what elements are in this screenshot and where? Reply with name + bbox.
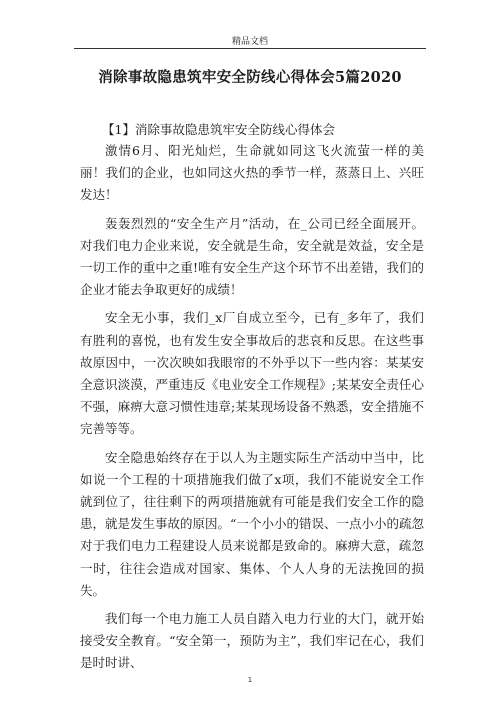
paragraph: 激情6月、阳光灿烂，生命就如同这飞火流萤一样的美丽！我们的企业，也如同这火热的季节一样，蒸蒸日上、兴旺发达！ — [80, 143, 424, 203]
paragraph: 轰轰烈烈的“安全生产月”活动，在_公司已经全面展开。对我们电力企业来说，安全就是生命，安全就是效益，安全是一切工作的重中之重!唯有安全生产这个环节不出差错，我们的企业才能去争取更好的成绩！ — [80, 215, 424, 298]
paragraph: 我们每一个电力施工人员自踏入电力行业的大门，就开始接受安全教育。“安全第一，预防为主”，我们牢记在心，我们是时时讲、 — [80, 611, 424, 671]
header-divider — [74, 48, 426, 49]
paragraph: 安全隐患始终存在于以人为主题实际生产活动中当中，比如说一个工程的十项措施我们做了x项，我们不能说安全工作就到位了，往往剩下的两项措施就有可能是我们安全工作的隐患，就是发生事故的原因。“一个小小的错误、一点小小的疏忽对于我们电力工程建设人员来说都是致命的。麻痹大意，疏忽一时，往往会造成对国家、集体、个人人身的无法挽回的损失。 — [80, 449, 424, 598]
page-number: 1 — [247, 676, 253, 684]
section-heading: 【1】消除事故隐患筑牢安全防线心得体会 — [102, 122, 335, 137]
paragraph: 安全无小事，我们_x厂自成立至今，已有_多年了，我们有胜利的喜悦，也有发生安全事故后的悲哀和反思。在这些事故原因中，一次次映如我眼帘的不外乎以下一些内容：某某安全意识淡漠，严重违反《电业安全工作规程》;某某安全责任心不强，麻痹大意习惯性违章;某某现场设备不熟悉，安全措施不完善等等。 — [80, 310, 424, 437]
document-body — [80, 140, 424, 681]
header-label: 精品文档 — [231, 37, 268, 47]
document-title: 消除事故隐患筑牢安全防线心得体会5篇2020 — [98, 69, 402, 86]
